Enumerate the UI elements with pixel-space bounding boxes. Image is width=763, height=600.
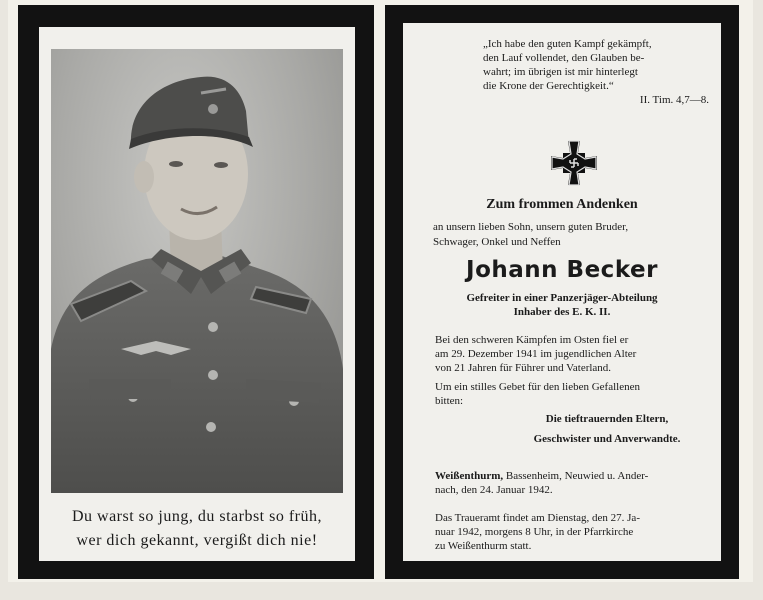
text-mat bbox=[403, 23, 721, 561]
dedication bbox=[433, 220, 733, 250]
motto-line: Du warst so jung, du starbst so früh, bbox=[71, 508, 323, 525]
quote-line: wahrt; im übrigen ist mir hinterlegt bbox=[483, 66, 638, 78]
quote-line: „Ich habe den guten Kampf gekämpft, bbox=[483, 38, 652, 50]
text-line: am 29. Dezember 1941 im jugendlichen Alter bbox=[435, 348, 637, 360]
quote-reference: II. Tim. 4,7—8. bbox=[639, 94, 709, 106]
text-line: Bei den schweren Kämpfen im Osten fiel er bbox=[435, 334, 629, 346]
text-line: nach, den 24. Januar 1942. bbox=[435, 484, 553, 496]
memorial-heading: Zum frommen Andenken bbox=[486, 197, 638, 212]
motto-verse bbox=[39, 505, 355, 553]
photo-mat bbox=[39, 27, 355, 561]
quote-line: den Lauf vollendet, den Glauben be- bbox=[483, 52, 645, 64]
quote-line: die Krone der Gerechtigkeit.“ bbox=[483, 80, 614, 92]
town-name: Weißenthurm, bbox=[435, 470, 504, 482]
text-line: zu Weißenthurm statt. bbox=[435, 540, 532, 552]
prayer-paragraph bbox=[435, 380, 720, 408]
text-line: Das Traueramt findet am Dienstag, den 27. Ja- bbox=[435, 512, 640, 524]
dedication-line: Schwager, Onkel und Neffen bbox=[433, 236, 561, 248]
photo-panel bbox=[18, 5, 374, 579]
text-line: nuar 1942, morgens 8 Uhr, in der Pfarrkirche bbox=[435, 526, 634, 538]
text-line: von 21 Jahren für Führer und Vaterland. bbox=[435, 362, 612, 374]
deceased-name: Johann Becker bbox=[466, 257, 658, 283]
text-line: Um ein stilles Gebet für den lieben Gefallenen bbox=[435, 381, 640, 393]
motto-line: wer dich gekannt, vergißt dich nie! bbox=[76, 532, 318, 549]
mourners-signature bbox=[497, 409, 717, 449]
place-date bbox=[435, 469, 720, 497]
rank-line: Inhaber des E. K. II. bbox=[513, 306, 611, 318]
bible-quote bbox=[483, 37, 715, 107]
text-line: bitten: bbox=[435, 395, 464, 407]
rank-line: Gefreiter in einer Panzerjäger-Abteilung bbox=[466, 292, 658, 304]
military-rank bbox=[403, 291, 721, 319]
text-panel bbox=[385, 5, 739, 579]
dedication-line: an unsern lieben Sohn, unsern guten Bruder, bbox=[433, 221, 629, 233]
soldier-portrait bbox=[51, 49, 343, 493]
place-rest: Bassenheim, Neuwied u. Ander- bbox=[503, 470, 649, 482]
text-line bbox=[435, 469, 720, 483]
funeral-mass-notice bbox=[435, 511, 720, 553]
mourners-line: Geschwister und Anverwandte. bbox=[533, 433, 681, 445]
iron-cross-icon bbox=[549, 139, 599, 187]
mourners-line: Die tieftrauernden Eltern, bbox=[545, 413, 669, 425]
death-paragraph bbox=[435, 333, 720, 375]
